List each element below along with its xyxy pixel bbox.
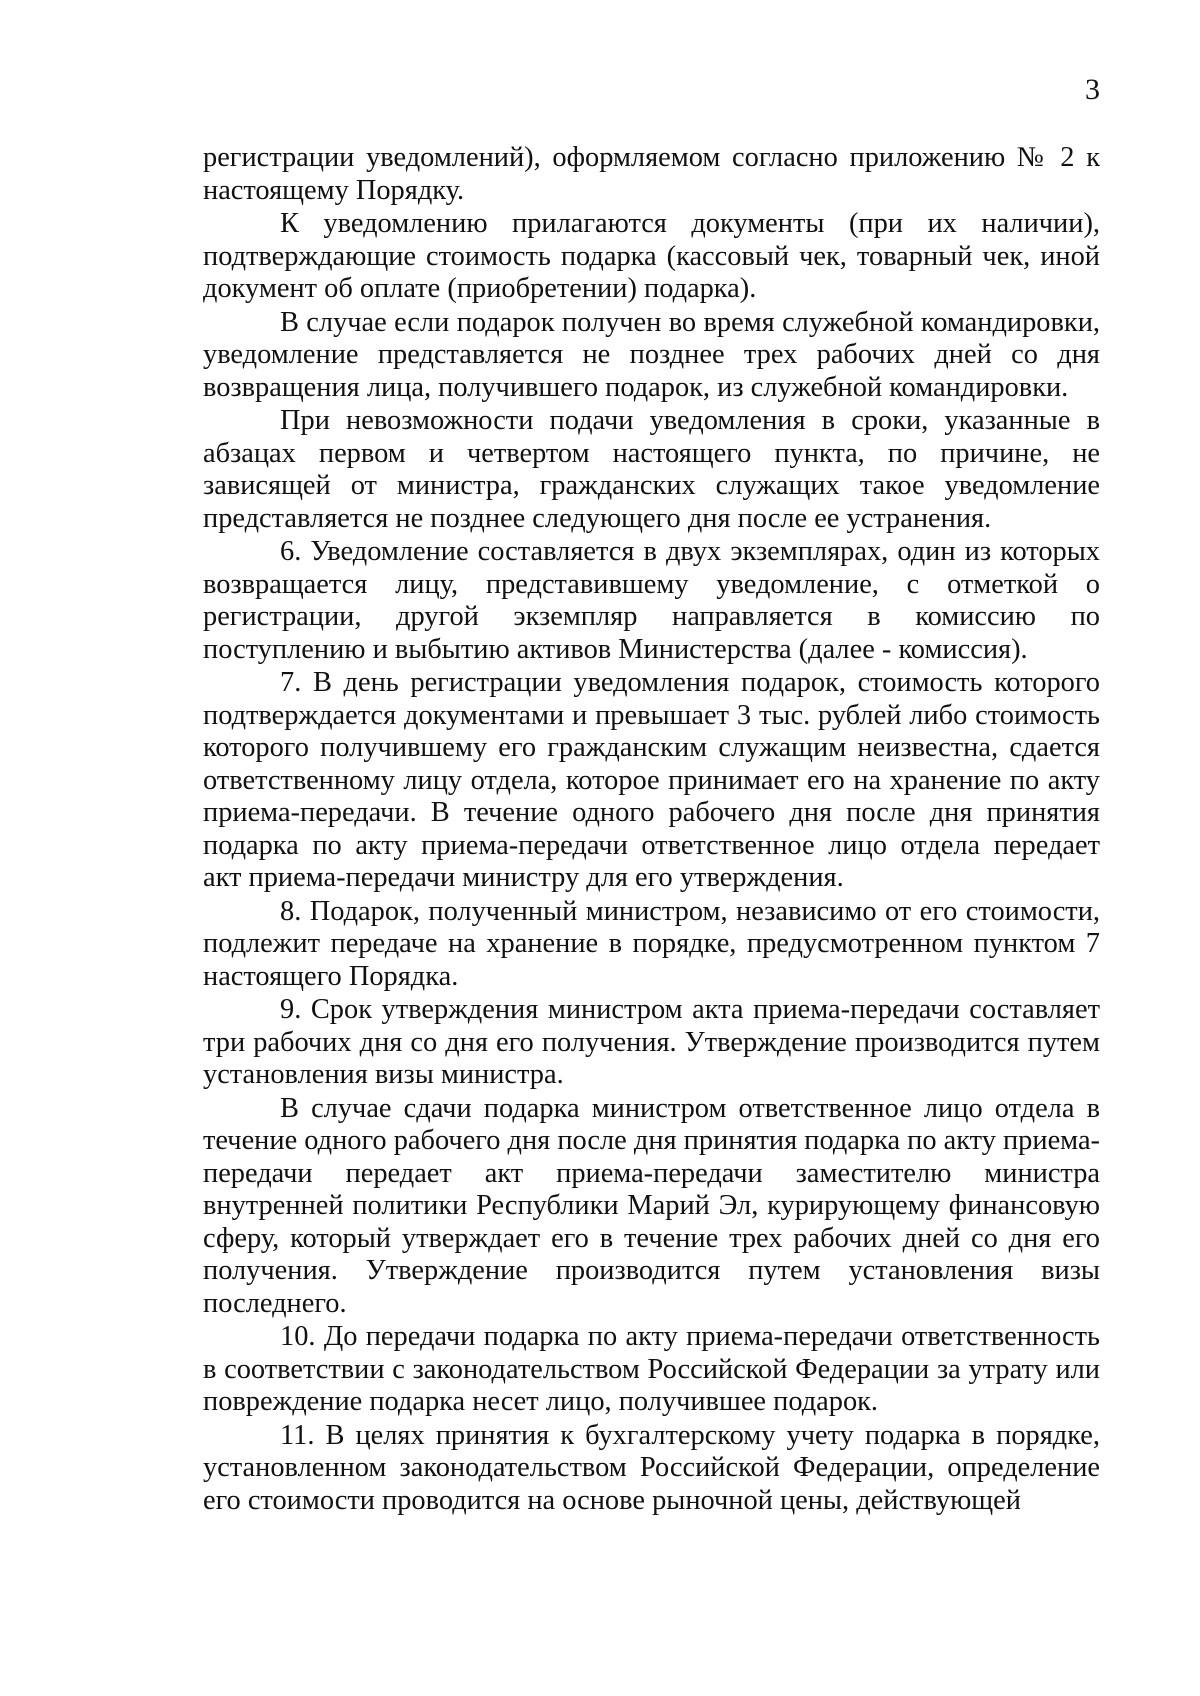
paragraph-impossibility: При невозможности подачи уведомления в сроки, указанные в абзацах первом и четвертом настоящего пункта, по причине, не зависящей от министра, гражданских служащих такое уведомление представляется не позднее следующего дня после ее устранения. [203,405,1100,534]
paragraph-item-10: 10. До передачи подарка по акту приема-передачи ответственность в соответствии с законодательством Российской Федерации за утрату или повреждение подарка несет лицо, получившее подарок. [203,1321,1100,1417]
paragraph-attachments: К уведомлению прилагаются документы (при их наличии), подтверждающие стоимость подарка (кассовый чек, товарный чек, иной документ об оплате (приобретении) подарка). [203,208,1100,304]
paragraph-business-trip: В случае если подарок получен во время служебной командировки, уведомление представляется не позднее трех рабочих дней со дня возвращения лица, получившего подарок, из служебной командировки. [203,306,1100,403]
paragraph-item-11: 11. В целях принятия к бухгалтерскому учету подарка в порядке, установленном законодательством Российской Федерации, определение его стоимости проводится на основе рыночной цены, действующей [203,1419,1100,1516]
paragraph-item-7: 7. В день регистрации уведомления подарок, стоимость которого подтверждается документами и превышает 3 тыс. рублей либо стоимость которого получившему его гражданским служащим неизвестна, сдается ответственному лицу отдела, которое принимает его на хранение по акту приема-передачи. В течение одного рабочего дня после дня принятия подарка по акту приема-передачи ответственное лицо отдела передает акт приема-передачи министру для его утверждения. [203,667,1100,893]
paragraph-item-8: 8. Подарок, полученный министром, независимо от его стоимости, подлежит передаче на хранение в порядке, предусмотренном пунктом 7 настоящего Порядка. [203,895,1100,992]
document-body [203,142,1100,1518]
paragraph-item-6: 6. Уведомление составляется в двух экземплярах, один из которых возвращается лицу, представившему уведомление, с отметкой о регистрации, другой экземпляр направляется в комиссию по поступлению и выбытию активов Министерства (далее - комиссия). [203,536,1100,665]
paragraph-minister-handover: В случае сдачи подарка министром ответственное лицо отдела в течение одного рабочего дня после дня принятия подарка по акту приема-передачи передает акт приема-передачи заместителю министра внутренней политики Республики Марий Эл, курирующему финансовую сферу, который утверждает его в течение трех рабочих дней со дня его получения. Утверждение производится путем установления визы последнего. [203,1092,1100,1319]
paragraph-continuation: регистрации уведомлений), оформляемом согласно приложению № 2 к настоящему Порядку. [203,142,1100,206]
paragraph-item-9: 9. Срок утверждения министром акта приема-передачи составляет три рабочих дня со дня его получения. Утверждение производится путем установления визы министра. [203,994,1100,1090]
page-number: 3 [1085,73,1100,106]
